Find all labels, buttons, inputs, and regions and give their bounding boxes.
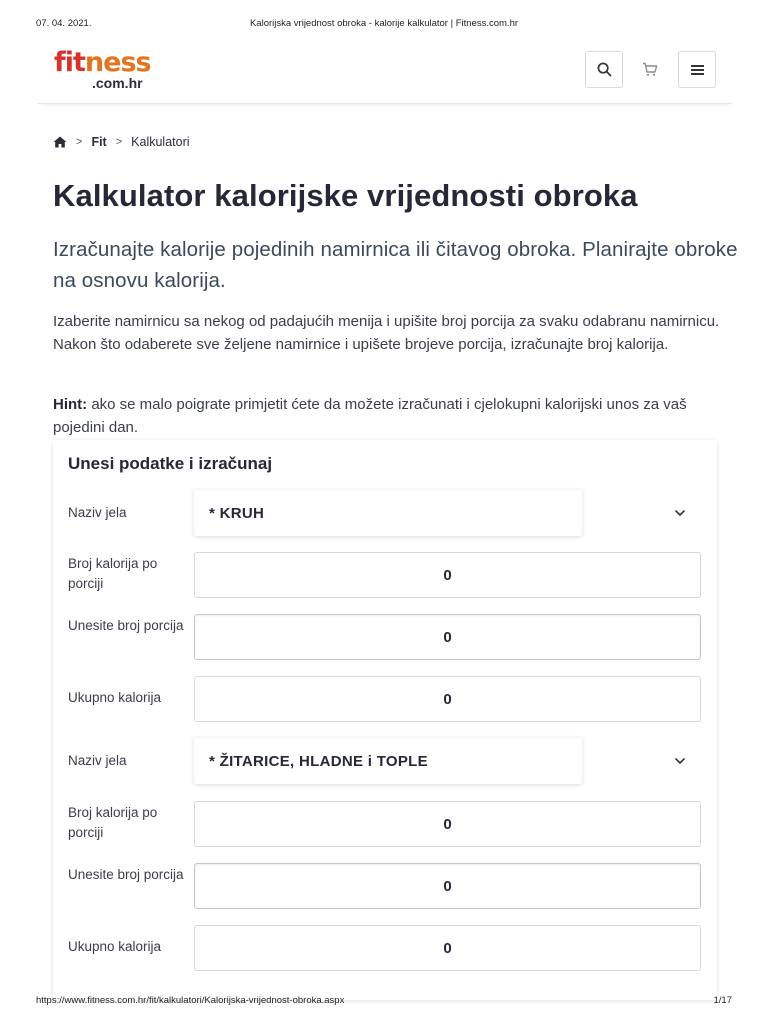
breadcrumb-separator: > [76, 136, 83, 148]
logo-wordmark: fitness [54, 47, 151, 78]
breadcrumb-item-kalkulatori[interactable]: Kalkulatori [131, 135, 190, 149]
search-button[interactable] [585, 51, 623, 88]
search-icon [597, 62, 612, 77]
portions-input[interactable]: 0 [194, 863, 701, 909]
portions-label: Unesite broj porcija [68, 867, 184, 882]
calories-per-portion-label: Broj kalorija po porciji [68, 805, 158, 840]
print-url: https://www.fitness.com.hr/fit/kalkulatori/Kalorijska-vrijednost-obroka.aspx [36, 995, 345, 1006]
page-lead: Izračunajte kalorije pojedinih namirnica ili čitavog obroka. Planirajte obroke na osnovu kalorija. [53, 238, 738, 292]
calories-per-portion-label: Broj kalorija po porciji [68, 556, 158, 591]
chevron-down-icon[interactable] [673, 754, 687, 768]
breadcrumb [53, 134, 190, 150]
logo-domain: .com.hr [92, 75, 143, 91]
total-calories-label: Ukupno kalorija [68, 939, 162, 954]
print-document-title: Kalorijska vrijednost obroka - kalorije kalkulator | Fitness.com.hr [249, 18, 519, 29]
print-header [0, 14, 768, 30]
portions-label: Unesite broj porcija [68, 618, 184, 633]
menu-icon [691, 64, 704, 76]
total-calories-field[interactable]: 0 [194, 925, 701, 971]
total-calories-field[interactable]: 0 [194, 676, 701, 722]
cart-icon [642, 62, 658, 77]
hint-paragraph [53, 393, 733, 439]
form-title: Unesi podatke i izračunaj [68, 454, 273, 473]
dish-select[interactable]: * ŽITARICE, HLADNE i TOPLE [194, 738, 582, 784]
calories-per-portion-field[interactable]: 0 [194, 801, 701, 847]
menu-button[interactable] [678, 51, 716, 88]
chevron-down-icon[interactable] [673, 506, 687, 520]
portions-input[interactable]: 0 [194, 614, 701, 660]
print-footer [0, 993, 768, 1009]
page-title: Kalkulator kalorijske vrijednosti obroka [53, 178, 638, 213]
site-logo[interactable] [54, 49, 164, 93]
dish-select[interactable]: * KRUH [194, 490, 582, 536]
hint-text: ako se malo poigrate primjetit ćete da možete izračunati i cjelokupni kalorijski unos za vaš pojedini dan. [53, 396, 687, 436]
home-icon[interactable] [53, 136, 67, 148]
cart-button[interactable] [631, 51, 669, 88]
site-header [38, 40, 732, 104]
intro-paragraph: Izaberite namirnicu sa nekog od padajućih menija i upišite broj porcija za svaku odabranu namirnicu. Nakon što odaberete sve željene namirnice i upišete brojeve porcija, izračunajte broj kalorija. [53, 313, 720, 353]
total-calories-label: Ukupno kalorija [68, 690, 162, 705]
dish-label: Naziv jela [68, 505, 127, 520]
dish-label: Naziv jela [68, 753, 127, 768]
print-date: 07. 04. 2021. [36, 18, 92, 29]
calculator-form [53, 440, 717, 1000]
print-page-number: 1/17 [713, 995, 732, 1006]
breadcrumb-item-fit[interactable]: Fit [91, 135, 107, 149]
breadcrumb-separator: > [115, 136, 123, 148]
hint-label: Hint: [53, 396, 88, 413]
calories-per-portion-field[interactable]: 0 [194, 552, 701, 598]
